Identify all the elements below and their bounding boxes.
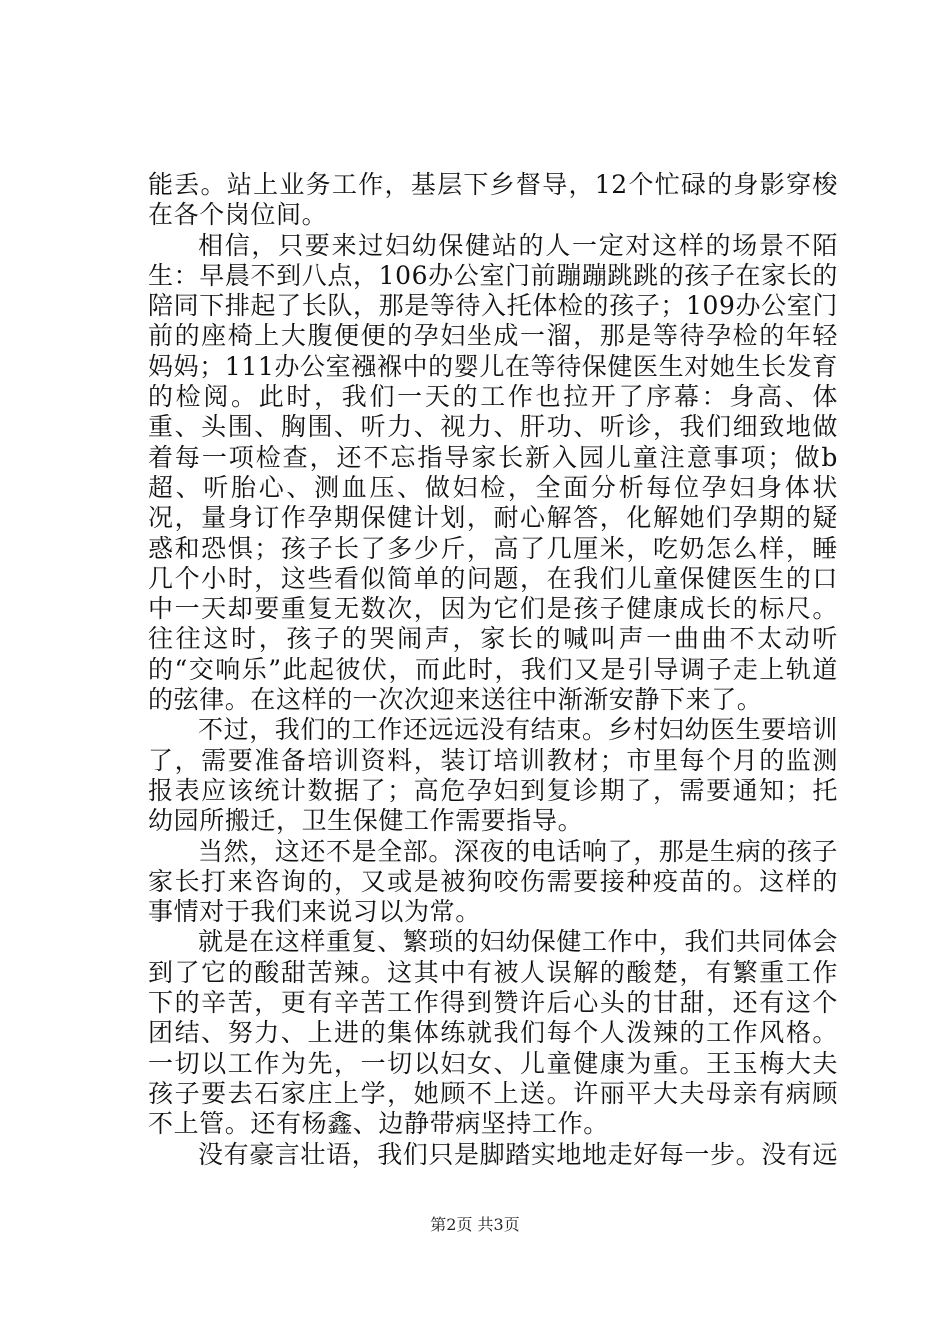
paragraph-more-work: 不过，我们的工作还远远没有结束。乡村妇幼医生要培训了，需要准备培训资料，装订培训教材；市里每个月的监测报表应该统计数据了；高危孕妇到复诊期了，需要通知；托幼园所搬迁，卫生保健工作需要指导。 [148,715,839,836]
paragraph-bittersweet: 就是在这样重复、繁琐的妇幼保健工作中，我们共同体会到了它的酸甜苦辣。这其中有被人误解的酸楚，有繁重工作下的辛苦，更有辛苦工作得到赞许后心头的甘甜，还有这个团结、努力、上进的集体练就我们每个人泼辣的工作风格。一切以工作为先，一切以妇女、儿童健康为重。王玉梅大夫孩子要去石家庄上学，她顾不上送。许丽平大夫母亲有病顾不上管。还有杨鑫、边静带病坚持工作。 [148,927,839,1139]
paragraph-morning-scene: 相信，只要来过妇幼保健站的人一定对这样的场景不陌生：早晨不到八点，106办公室门前蹦蹦跳跳的孩子在家长的陪同下排起了长队，那是等待入托体检的孩子；109办公室门前的座椅上大腹便便的孕妇坐成一溜，那是等待孕检的年轻妈妈；111办公室襁褓中的婴儿在等待保健医生对她生长发育的检阅。此时，我们一天的工作也拉开了序幕：身高、体重、头围、胸围、听力、视力、肝功、听诊，我们细致地做着每一项检查，还不忘指导家长新入园儿童注意事项；做b超、听胎心、测血压、做妇检，全面分析每位孕妇身体状况，量身订作孕期保健计划，耐心解答，化解她们孕期的疑惑和恐惧；孩子长了多少斤，高了几厘米，吃奶怎么样，睡几个小时，这些看似简单的问题，在我们儿童保健医生的口中一天却要重复无数次，因为它们是孩子健康成长的标尺。往往这时，孩子的哭闹声，家长的喊叫声一曲曲不太动听的“交响乐”此起彼伏，而此时，我们又是引导调子走上轨道的弦律。在这样的一次次迎来送往中渐渐安静下来了。 [148,230,838,715]
paragraph-night-calls: 当然，这还不是全部。深夜的电话响了，那是生病的孩子家长打来咨询的，又或是被狗咬伤需要接种疫苗的。这样的事情对于我们来说习以为常。 [148,836,839,927]
page-footer: 第2页 共3页 [430,1215,520,1234]
document-body [148,170,838,1170]
paragraph-continuation: 能丢。站上业务工作，基层下乡督导，12个忙碌的身影穿梭在各个岗位间。 [148,170,838,230]
paragraph-closing: 没有豪言壮语，我们只是脚踏实地地走好每一步。没有远 [198,1139,839,1169]
